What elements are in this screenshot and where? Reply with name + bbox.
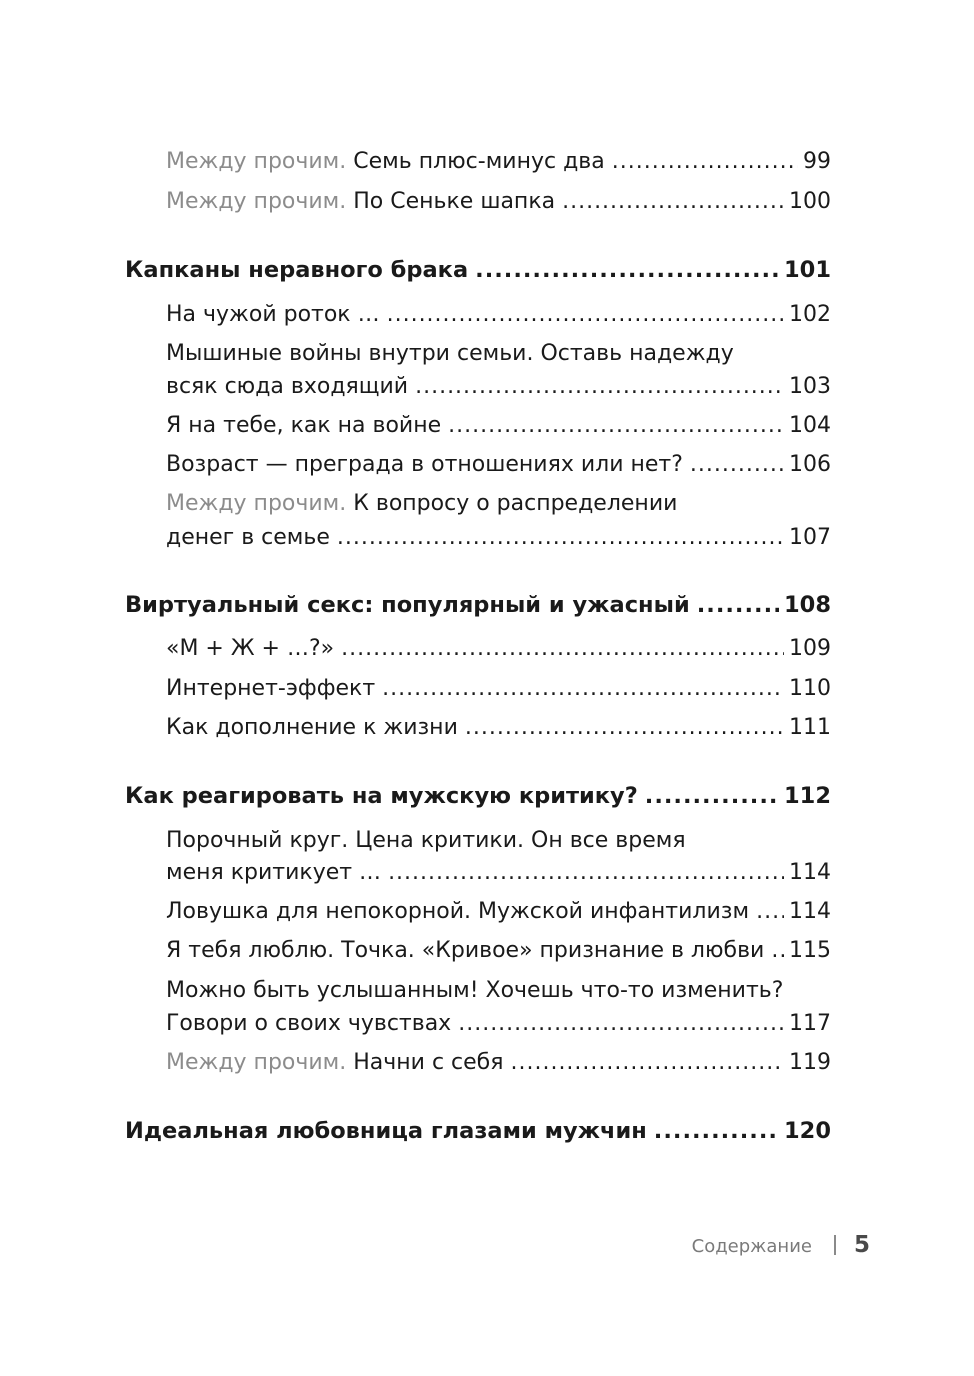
toc-entry[interactable] (166, 634, 831, 664)
dot-leader (415, 372, 784, 402)
toc-section-page: 120 (784, 1118, 831, 1144)
toc-entry-page: 106 (789, 452, 831, 477)
toc-entry-title: Говори о своих чувствах (166, 1011, 452, 1036)
dot-leader (690, 450, 784, 480)
toc-entry[interactable] (166, 1009, 831, 1039)
footer-divider (834, 1235, 836, 1255)
toc-section-title: Виртуальный секс: популярный и ужасный (125, 592, 690, 618)
toc-entry-title: Как дополнение к жизни (166, 715, 458, 740)
toc-entry[interactable] (166, 713, 831, 743)
toc-entry[interactable] (166, 300, 831, 330)
toc-section[interactable] (125, 590, 831, 620)
dot-leader (465, 713, 784, 743)
toc-entry-page: 109 (789, 636, 831, 661)
toc-section[interactable] (125, 255, 831, 285)
dot-leader (475, 255, 779, 285)
toc-entry-page: 114 (789, 899, 831, 924)
toc-entry-title: Между прочим. Семь плюс-минус два (166, 149, 605, 174)
toc-section-page: 112 (784, 783, 831, 809)
toc-entry-title: Возраст — преграда в отношениях или нет? (166, 452, 683, 477)
toc-entry-page: 104 (789, 413, 831, 438)
toc-entry-prefix: Между прочим. (166, 1050, 347, 1075)
page-number: 5 (853, 1232, 870, 1258)
toc-entry-page: 99 (803, 149, 831, 174)
toc-entry-title: всяк сюда входящий (166, 374, 409, 399)
toc-entry-title: Между прочим. Начни с себя (166, 1050, 504, 1075)
toc-section-page: 101 (784, 257, 831, 283)
toc-entry-title: Между прочим. По Сеньке шапка (166, 189, 556, 214)
toc-entry[interactable] (166, 411, 831, 441)
dot-leader (654, 1116, 779, 1146)
toc-section-page: 108 (784, 592, 831, 618)
toc-entry-title: Я тебя люблю. Точка. «Кривое» признание в любви (166, 938, 765, 963)
toc-entry-title: Ловушка для непокорной. Мужской инфантилизм (166, 899, 750, 924)
toc-entry-first-line[interactable]: Между прочим. К вопросу о распределении (166, 491, 678, 516)
toc-entry-page: 115 (789, 938, 831, 963)
toc-section-title: Капканы неравного брака (125, 257, 469, 283)
dot-leader (337, 523, 784, 553)
toc-entry-page: 119 (789, 1050, 831, 1075)
toc-entry-page: 117 (789, 1011, 831, 1036)
toc-entry[interactable] (166, 523, 831, 553)
dot-leader (562, 187, 784, 217)
page-footer (600, 1232, 870, 1258)
toc-entry-title: денег в семье (166, 525, 330, 550)
toc-section-title: Идеальная любовница глазами мужчин (125, 1118, 647, 1144)
dot-leader (645, 781, 779, 811)
toc-entry-prefix: Между прочим. (166, 149, 347, 174)
toc-entry[interactable] (166, 936, 831, 966)
dot-leader (756, 897, 784, 927)
dot-leader (771, 936, 784, 966)
toc-entry[interactable] (166, 372, 831, 402)
toc-entry[interactable] (166, 450, 831, 480)
dot-leader (697, 590, 779, 620)
toc-entry-first-line[interactable]: Мышиные войны внутри семьи. Оставь надежду (166, 341, 734, 366)
dot-leader (387, 300, 784, 330)
toc-entry[interactable] (166, 187, 831, 217)
toc-entry-title: Интернет-эффект (166, 676, 376, 701)
toc-entry-page: 114 (789, 860, 831, 885)
dot-leader (612, 147, 798, 177)
toc-entry[interactable] (166, 147, 831, 177)
toc-entry-page: 102 (789, 302, 831, 327)
toc-entry-prefix: Между прочим. (166, 491, 347, 516)
toc-entry-page: 100 (789, 189, 831, 214)
toc-entry-title: меня критикует … (166, 860, 382, 885)
toc-section[interactable] (125, 781, 831, 811)
toc-entry-page: 107 (789, 525, 831, 550)
dot-leader (382, 674, 784, 704)
dot-leader (458, 1009, 784, 1039)
footer-label: Содержание (691, 1236, 812, 1257)
toc-entry-first-line[interactable]: Порочный круг. Цена критики. Он все время (166, 828, 686, 853)
toc-entry-page: 111 (789, 715, 831, 740)
toc-entry-title: На чужой роток … (166, 302, 380, 327)
toc-section[interactable] (125, 1116, 831, 1146)
toc-entry-title: Я на тебе, как на войне (166, 413, 442, 438)
toc-entry-page: 110 (789, 676, 831, 701)
toc-entry[interactable] (166, 858, 831, 888)
toc-entry-first-line[interactable]: Можно быть услышанным! Хочешь что-то изменить? (166, 978, 784, 1003)
toc-entry[interactable] (166, 674, 831, 704)
dot-leader (388, 858, 784, 888)
dot-leader (510, 1048, 784, 1078)
toc-entry-title: «М + Ж + …?» (166, 636, 335, 661)
toc-entry[interactable] (166, 1048, 831, 1078)
toc-entry[interactable] (166, 897, 831, 927)
toc-entry-page: 103 (789, 374, 831, 399)
dot-leader (341, 634, 784, 664)
dot-leader (448, 411, 784, 441)
toc-entry-prefix: Между прочим. (166, 189, 347, 214)
toc-section-title: Как реагировать на мужскую критику? (125, 783, 638, 809)
